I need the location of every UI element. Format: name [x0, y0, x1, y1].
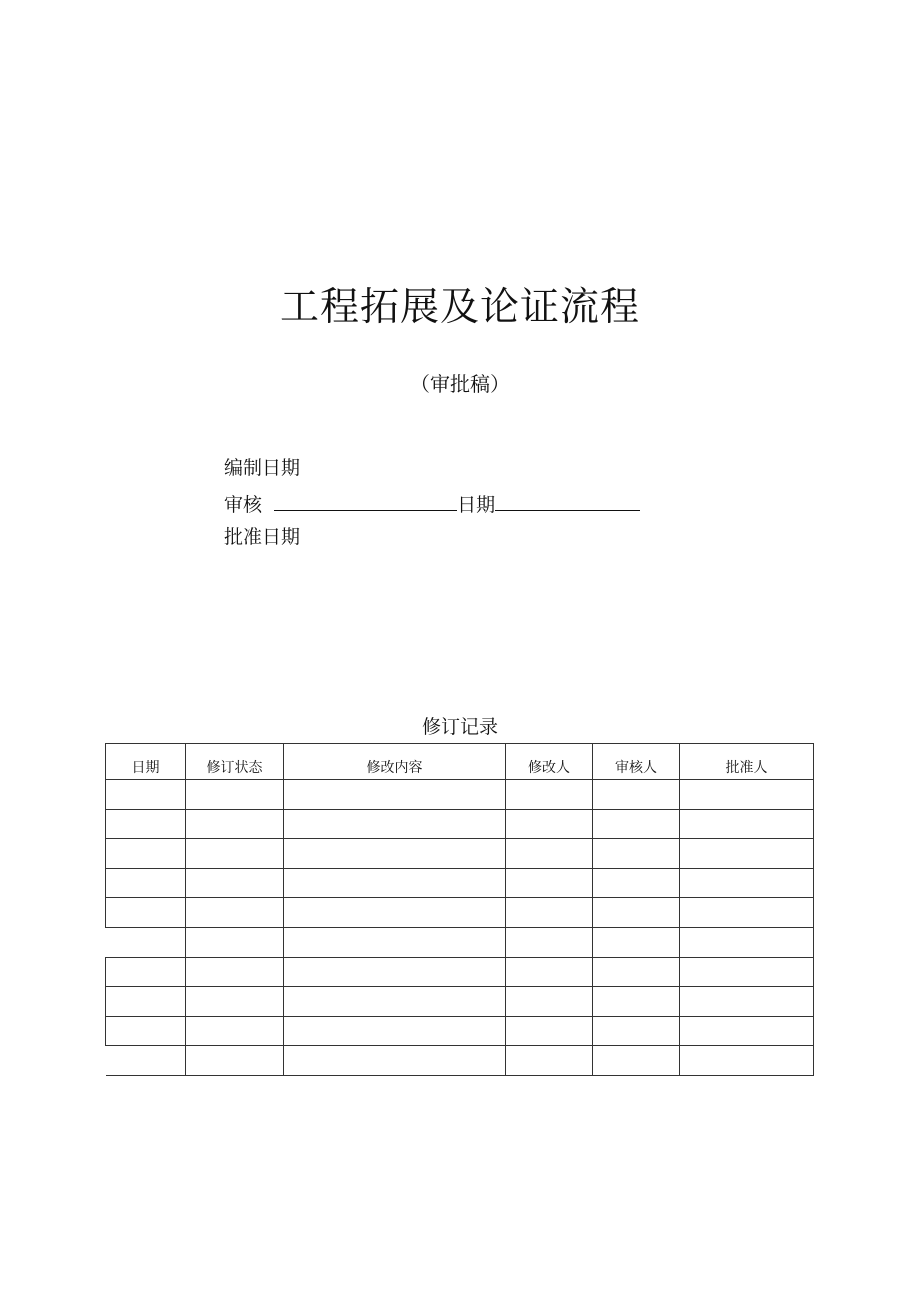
table-cell[interactable] — [593, 987, 680, 1017]
table-cell[interactable] — [106, 898, 186, 928]
table-cell[interactable] — [106, 1016, 186, 1046]
compile-date-label: 编制日期 — [224, 457, 301, 479]
table-cell[interactable] — [106, 957, 186, 987]
review-label: 审核 — [224, 494, 263, 516]
table-cell[interactable] — [506, 1046, 593, 1076]
table-cell[interactable] — [593, 1016, 680, 1046]
table-cell[interactable] — [186, 957, 284, 987]
document-subtitle: （审批稿） — [410, 372, 510, 396]
table-cell[interactable] — [284, 898, 506, 928]
table-cell[interactable] — [186, 1046, 284, 1076]
column-header-change-content: 修改内容 — [284, 744, 506, 780]
table-cell[interactable] — [186, 809, 284, 839]
column-header-reviewer: 审核人 — [593, 744, 680, 780]
table-cell[interactable] — [186, 839, 284, 869]
column-header-date: 日期 — [106, 744, 186, 780]
table-cell[interactable] — [106, 839, 186, 869]
table-row — [106, 1016, 814, 1046]
table-cell[interactable] — [186, 868, 284, 898]
review-date-label: 日期 — [457, 494, 496, 516]
table-cell[interactable] — [284, 839, 506, 869]
table-row — [106, 898, 814, 928]
table-row — [106, 987, 814, 1017]
table-row — [106, 957, 814, 987]
table-cell[interactable] — [106, 987, 186, 1017]
approve-date-label: 批准日期 — [224, 526, 301, 548]
table-row — [106, 1046, 814, 1076]
table-header-row — [106, 744, 814, 780]
table-cell[interactable] — [506, 780, 593, 810]
revision-record-table — [105, 743, 814, 1076]
table-cell[interactable] — [284, 809, 506, 839]
table-cell[interactable] — [506, 868, 593, 898]
table-cell[interactable] — [680, 1016, 814, 1046]
table-cell[interactable] — [284, 927, 506, 957]
table-cell[interactable] — [186, 780, 284, 810]
review-date-blank[interactable] — [495, 490, 640, 511]
table-cell[interactable] — [680, 957, 814, 987]
column-header-revision-status: 修订状态 — [186, 744, 284, 780]
table-cell[interactable] — [680, 1046, 814, 1076]
column-header-approver: 批准人 — [680, 744, 814, 780]
table-cell[interactable] — [284, 1046, 506, 1076]
table-cell[interactable] — [593, 927, 680, 957]
table-cell[interactable] — [186, 898, 284, 928]
table-cell[interactable] — [593, 898, 680, 928]
table-cell[interactable] — [106, 809, 186, 839]
table-cell[interactable] — [506, 987, 593, 1017]
revision-record-title: 修订记录 — [421, 716, 498, 738]
table-cell[interactable] — [680, 780, 814, 810]
table-cell[interactable] — [506, 839, 593, 869]
table-cell[interactable] — [106, 1046, 186, 1076]
table-cell[interactable] — [284, 957, 506, 987]
table-cell[interactable] — [506, 957, 593, 987]
table-cell[interactable] — [506, 898, 593, 928]
table-cell[interactable] — [593, 780, 680, 810]
table-cell[interactable] — [284, 780, 506, 810]
table-cell[interactable] — [186, 987, 284, 1017]
review-signature-blank[interactable] — [274, 490, 457, 511]
document-title: 工程拓展及论证流程 — [279, 285, 640, 330]
table-cell[interactable] — [284, 1016, 506, 1046]
table-cell[interactable] — [680, 809, 814, 839]
table-row — [106, 927, 814, 957]
table-cell[interactable] — [284, 987, 506, 1017]
table-cell[interactable] — [593, 868, 680, 898]
table-cell[interactable] — [186, 927, 284, 957]
table-cell[interactable] — [680, 839, 814, 869]
table-row — [106, 809, 814, 839]
table-cell[interactable] — [106, 780, 186, 810]
table-cell[interactable] — [506, 1016, 593, 1046]
approve-date-line — [224, 524, 300, 550]
column-header-modifier: 修改人 — [506, 744, 593, 780]
table-cell[interactable] — [680, 868, 814, 898]
table-cell[interactable] — [593, 839, 680, 869]
table-cell[interactable] — [106, 927, 186, 957]
table-cell[interactable] — [186, 1016, 284, 1046]
table-cell[interactable] — [680, 927, 814, 957]
table-cell[interactable] — [506, 927, 593, 957]
table-cell[interactable] — [284, 868, 506, 898]
table-row — [106, 839, 814, 869]
table-cell[interactable] — [506, 809, 593, 839]
compile-date-line — [224, 455, 300, 481]
table-row — [106, 868, 814, 898]
table-cell[interactable] — [593, 1046, 680, 1076]
review-line — [224, 490, 640, 518]
table-cell[interactable] — [106, 868, 186, 898]
table-cell[interactable] — [593, 809, 680, 839]
table-cell[interactable] — [680, 898, 814, 928]
table-cell[interactable] — [593, 957, 680, 987]
table-row — [106, 780, 814, 810]
table-cell[interactable] — [680, 987, 814, 1017]
